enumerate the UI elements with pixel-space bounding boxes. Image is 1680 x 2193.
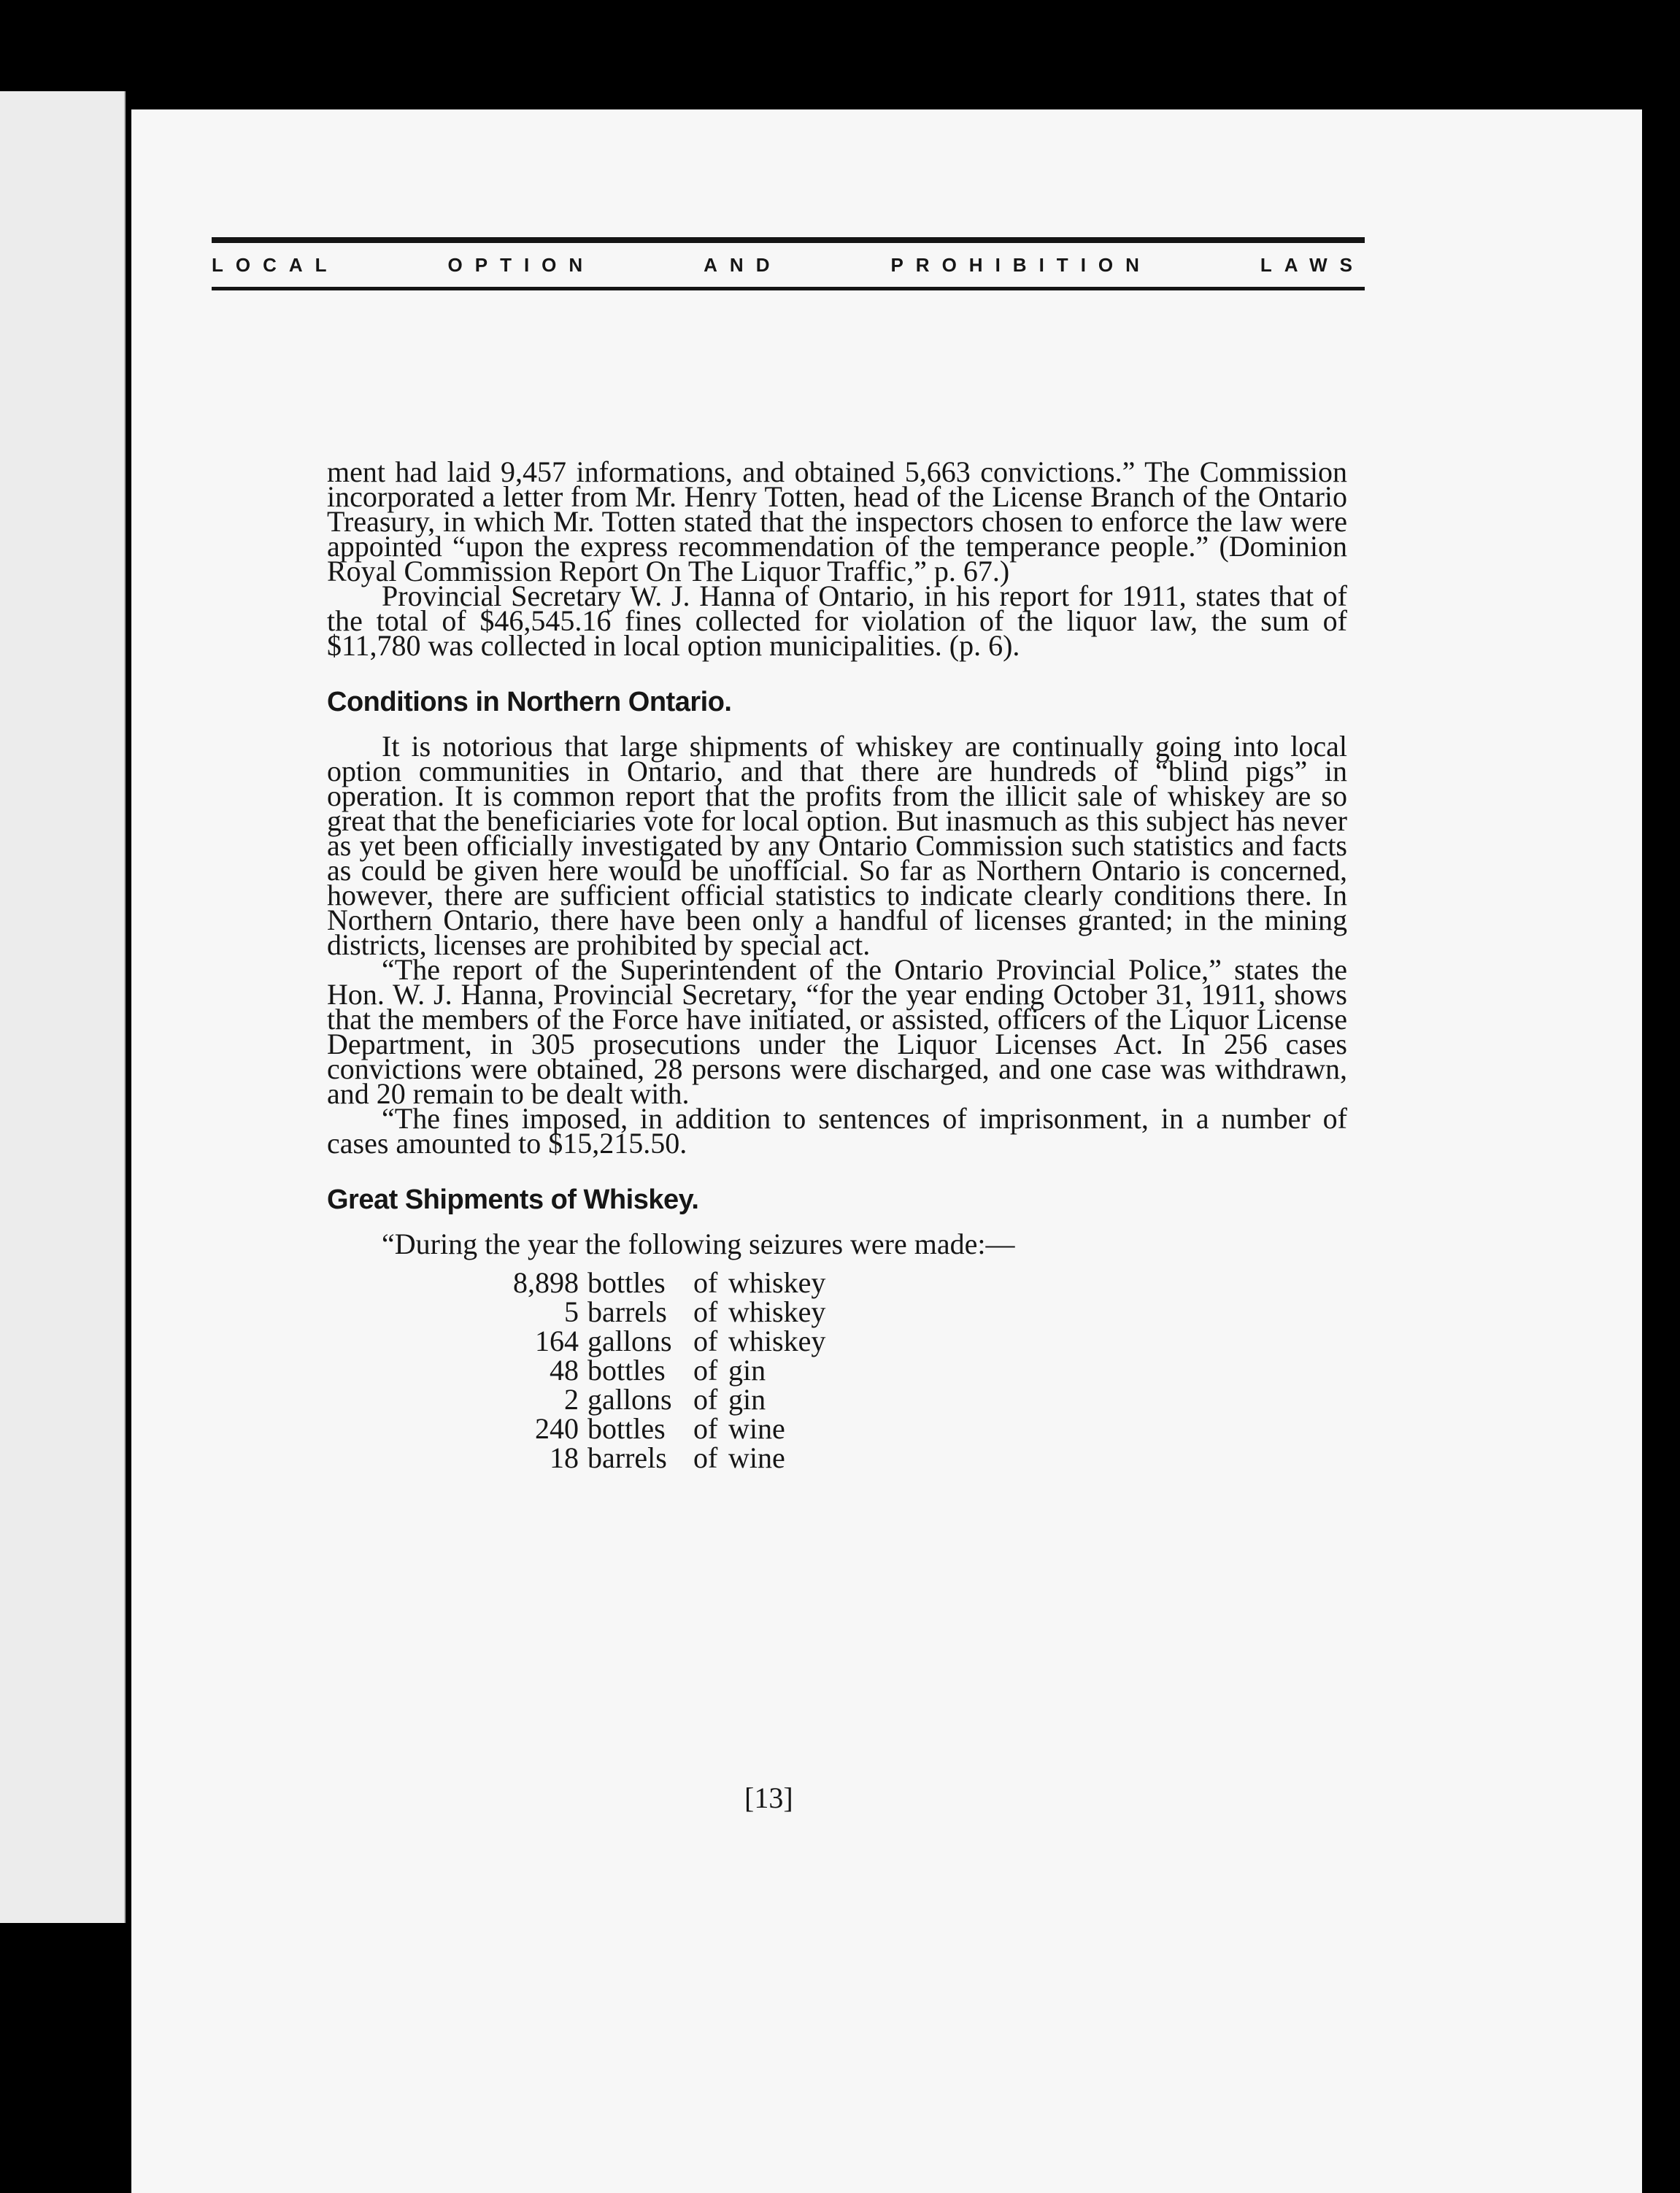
section-heading: Great Shipments of Whiskey.	[327, 1184, 699, 1215]
seizure-quantity: 18	[550, 1441, 579, 1474]
adjacent-page-edge	[0, 91, 126, 1923]
running-header	[212, 237, 1365, 290]
section-heading: Conditions in Northern Ontario.	[327, 687, 732, 717]
seizure-item: wine	[728, 1412, 785, 1445]
seizure-of: of	[693, 1325, 718, 1357]
seizure-quantity: 5	[564, 1295, 579, 1328]
seizure-row	[513, 1385, 833, 1414]
seizure-item: whiskey	[728, 1325, 826, 1357]
header-rule-top	[212, 237, 1365, 243]
seizure-quantity: 48	[550, 1354, 579, 1387]
seizure-unit: bottles	[587, 1266, 666, 1299]
paragraph: “During the year the following seizures were made:—	[382, 1227, 1015, 1260]
page-body	[327, 455, 1347, 1474]
seizure-unit: gallons	[587, 1383, 672, 1416]
paragraph: Provincial Secretary W. J. Hanna of Ontario, in his report for 1911, states that of the total of $46,545.16 fines collected for violation of the liquor law, the sum of $11,780 was collected in local option municipalities. (p. 6).	[327, 579, 1347, 662]
seizure-quantity: 8,898	[513, 1266, 579, 1299]
seizure-quantity: 164	[535, 1325, 579, 1357]
seizure-item: wine	[728, 1441, 785, 1474]
seizure-unit: barrels	[587, 1295, 667, 1328]
seizure-unit: gallons	[587, 1325, 672, 1357]
running-title-word: LAWS	[1260, 254, 1365, 276]
seizure-row	[513, 1444, 833, 1473]
seizure-item: whiskey	[728, 1266, 826, 1299]
seizure-of: of	[693, 1354, 718, 1387]
paragraph: ment had laid 9,457 informations, and obtained 5,663 convictions.” The Commission incorporated a letter from Mr. Henry Totten, head of the License Branch of the Ontario Treasury, in which Mr. Totten stated that the inspectors chosen to enforce the law were appointed “upon the express recommendation of the temperance people.” (Dominion Royal Commission Report On The Liquor Traffic,” p. 67.)	[327, 455, 1347, 587]
seizure-quantity: 2	[564, 1383, 579, 1416]
paragraph: “The report of the Superintendent of the Ontario Provincial Police,” states the Hon. W. J. Hanna, Provincial Secretary, “for the year ending October 31, 1911, shows that the members of the Force have initiated, or assisted, officers of the Liquor License Department, in 305 prosecutions under the Liquor Licenses Act. In 256 cases convictions were obtained, 28 persons were discharged, and one case was withdrawn, and 20 remain to be dealt with.	[327, 953, 1347, 1110]
seizure-row	[513, 1268, 833, 1298]
seizures-list	[513, 1268, 833, 1473]
seizure-item: gin	[728, 1354, 766, 1387]
running-title	[212, 249, 1365, 281]
seizure-item: gin	[728, 1383, 766, 1416]
seizure-of: of	[693, 1295, 718, 1328]
paragraph: “The fines imposed, in addition to sentences of imprisonment, in a number of cases amounted to $15,215.50.	[327, 1102, 1347, 1160]
seizure-unit: barrels	[587, 1441, 667, 1474]
seizure-of: of	[693, 1412, 718, 1445]
seizure-row	[513, 1356, 833, 1385]
header-rule-bottom	[212, 287, 1365, 290]
running-title-word: AND	[704, 254, 782, 276]
seizure-item: whiskey	[728, 1295, 826, 1328]
seizure-quantity: 240	[535, 1412, 579, 1445]
seizure-unit: bottles	[587, 1354, 666, 1387]
page-number: [13]	[744, 1781, 793, 1814]
paragraph: It is notorious that large shipments of whiskey are continually going into local option communities in Ontario, and that there are hundreds of “blind pigs” in operation. It is common report that the profits from the illicit sale of whiskey are so great that the beneficiaries vote for local option. But inasmuch as this subject has never as yet been officially investigated by any Ontario Commission such statistics and facts as could be given here would be unofficial. So far as Northern Ontario is concerned, however, there are sufficient official statistics to indicate clearly conditions there. In Northern Ontario, there have been only a handful of licenses granted; in the mining districts, licenses are prohibited by special act.	[327, 730, 1347, 961]
seizure-row	[513, 1327, 833, 1356]
seizure-of: of	[693, 1383, 718, 1416]
seizure-unit: bottles	[587, 1412, 666, 1445]
seizure-of: of	[693, 1441, 718, 1474]
seizure-of: of	[693, 1266, 718, 1299]
seizure-row	[513, 1414, 833, 1444]
running-title-word: LOCAL	[212, 254, 339, 276]
running-title-word: OPTION	[447, 254, 596, 276]
seizure-row	[513, 1298, 833, 1327]
running-title-word: PROHIBITION	[890, 254, 1152, 276]
